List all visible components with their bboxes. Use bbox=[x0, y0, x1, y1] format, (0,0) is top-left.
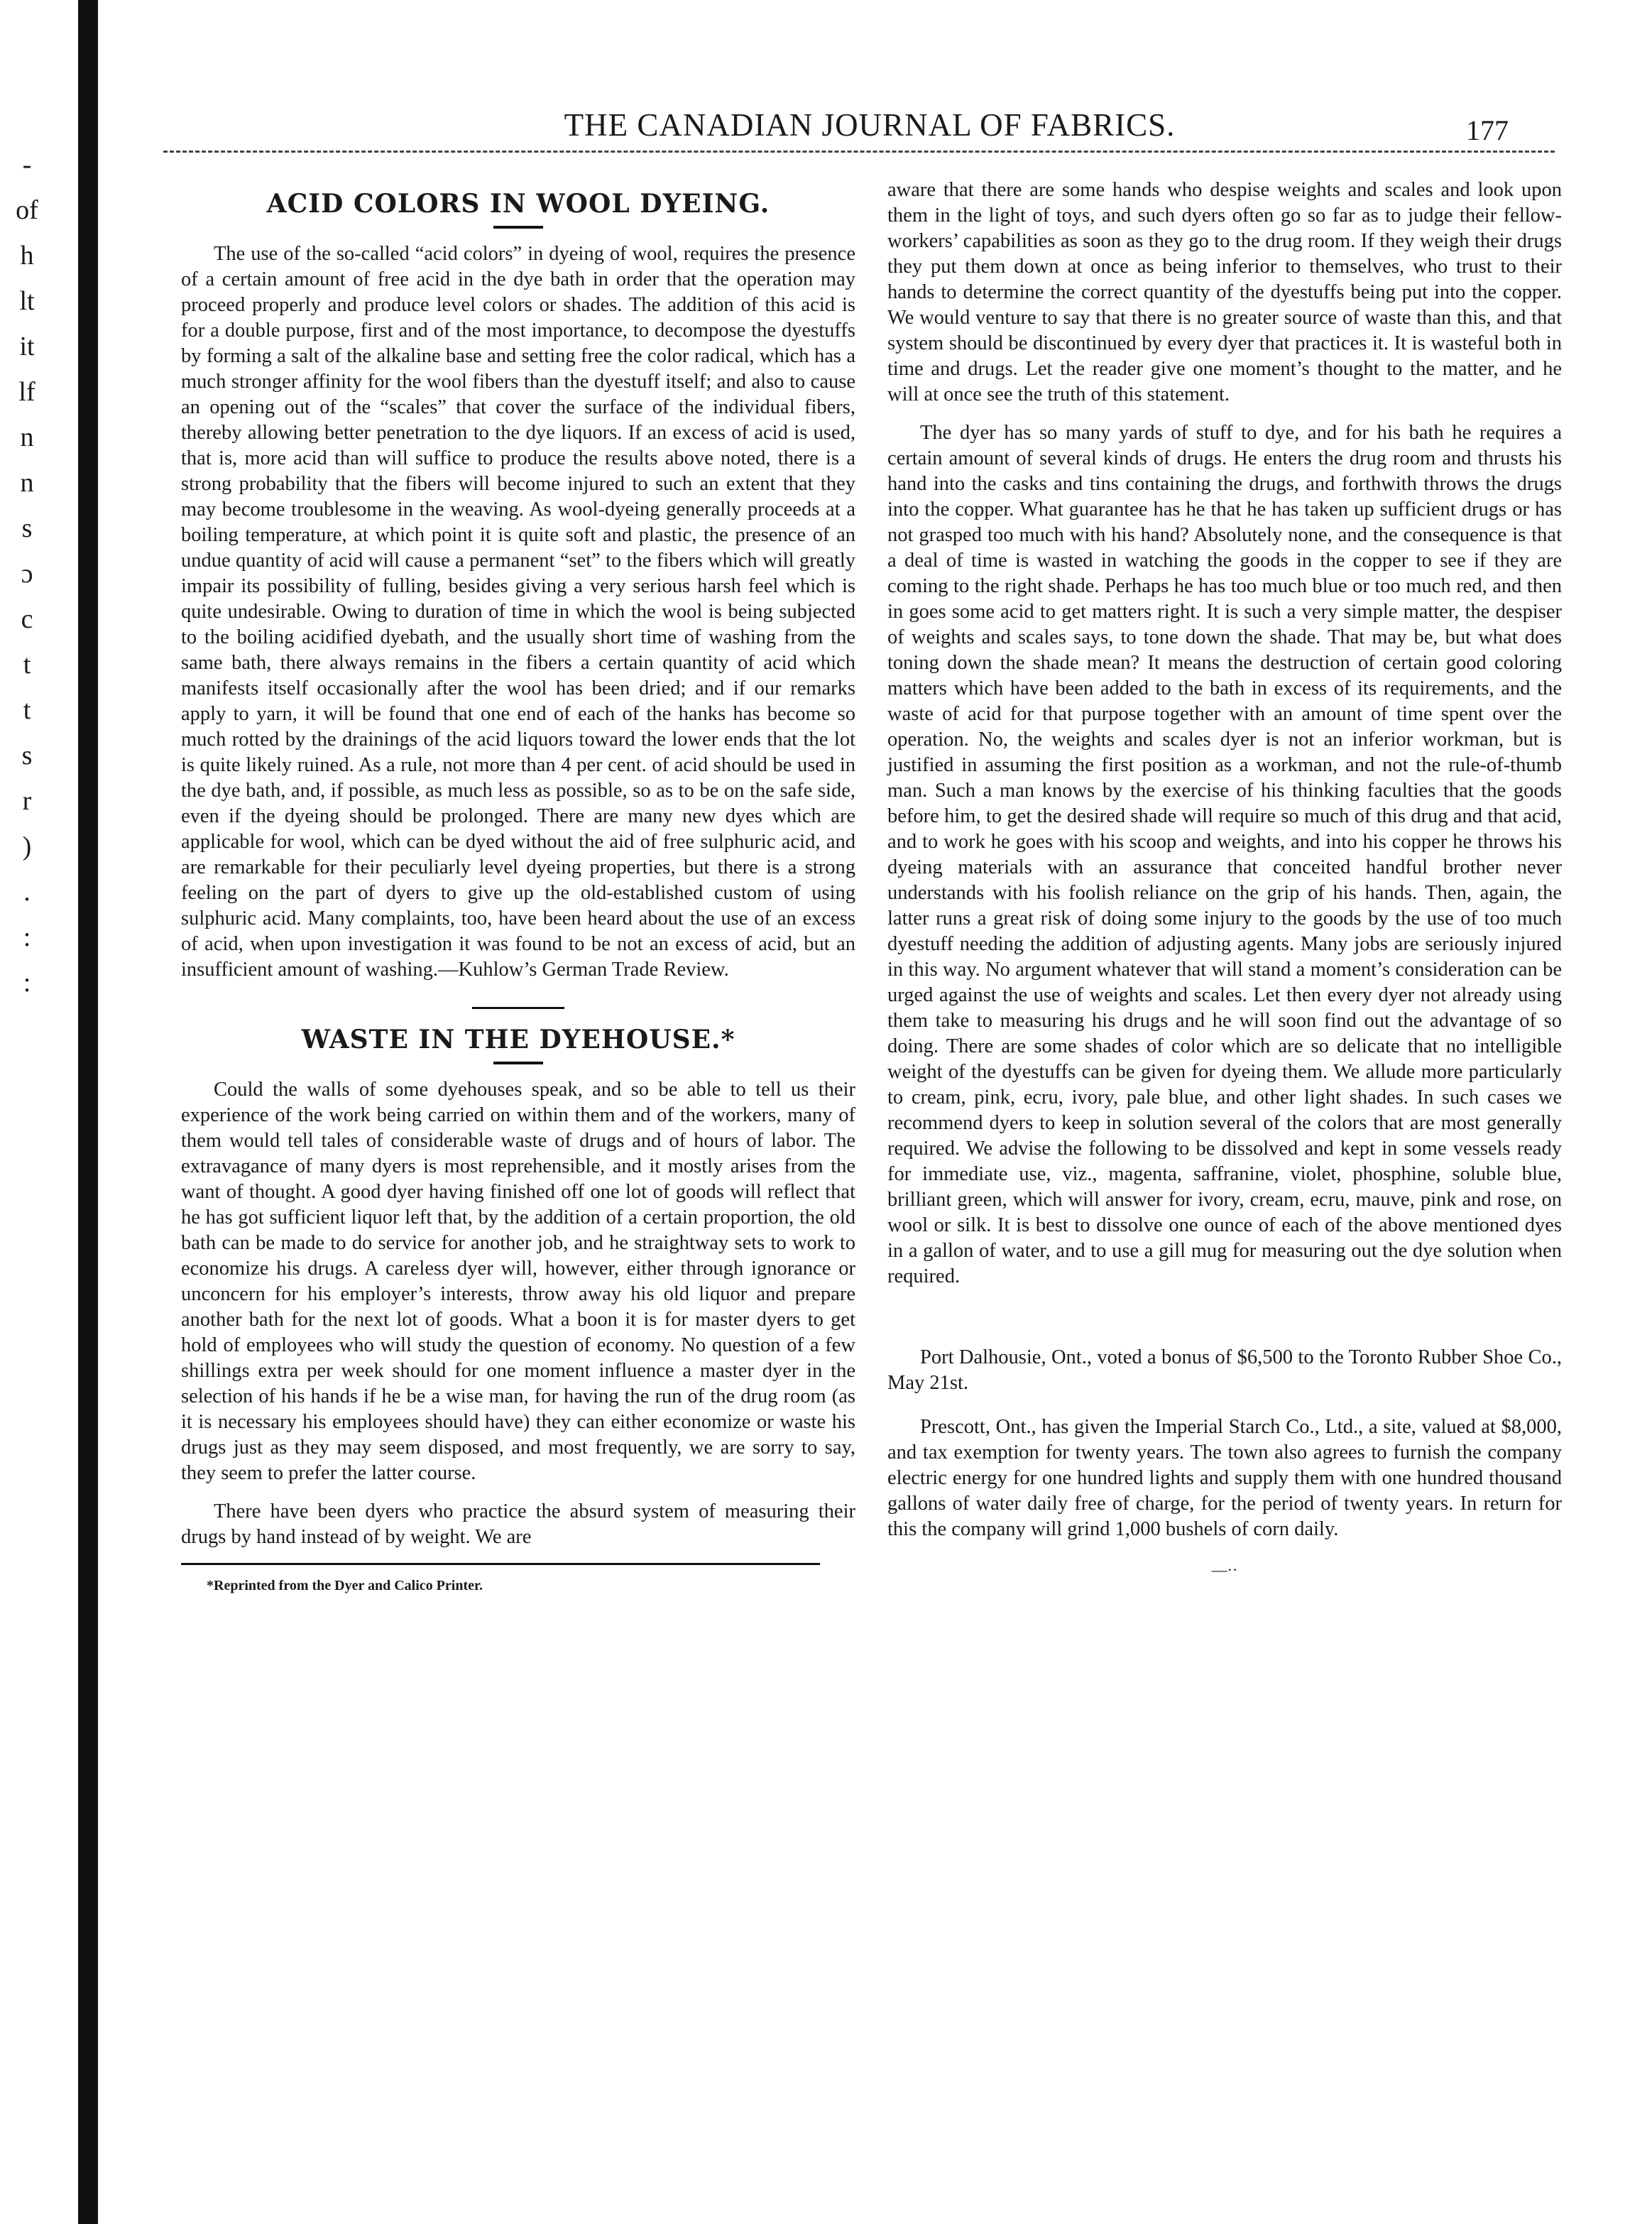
margin-fragment: t bbox=[23, 695, 31, 725]
margin-fragment: t bbox=[23, 650, 31, 680]
article-paragraph: Could the walls of some dyehouses speak, and so be able to tell us their experience of the work being carried on within them and of the workers, many of them would tell tales of considerable waste of drugs and of hours of labor. The extravagance of many dyers is most reprehensible, and it mostly arises from the want of thought. A good dyer having finished off one lot of goods will reflect that he has got sufficient liquor left that, by the addition of a certain proportion, the old bath can be made to do service for another job, and he straightway sets to work to economize his drugs. A careless dyer will, however, either through ignorance or unconcern for his employer’s interests, throw away his old liquor and prepare another bath for the next lot of goods. What a boon it is for master dyers to get hold of employees who will study the question of economy. No question of a few shillings extra per week should for one moment influence a master dyer in the selection of his hands if he be a wise man, for having the run of the drug room (as it is necessary his employees should have) they can either economize or waste his drugs just as they may seem disposed, and most frequently, we are sorry to say, they seem to prefer the latter course. bbox=[181, 1079, 855, 1484]
margin-fragment: it bbox=[19, 332, 35, 361]
header-rule bbox=[163, 151, 1555, 153]
margin-fragment: - bbox=[22, 150, 32, 180]
news-item: Port Dalhousie, Ont., voted a bonus of $6,500 to the Toronto Rubber Shoe Co., May 21st. bbox=[887, 1346, 1562, 1394]
margin-fragment: r bbox=[22, 786, 32, 816]
end-mark: —·· bbox=[1211, 1561, 1238, 1579]
article-paragraph: aware that there are some hands who despise weights and scales and look upon them in the light of toys, and such dyers often go so far as to judge their fellow-workers’ capabilities as soon as they go to the drug room. If they weigh their drugs they put them down at once as being inferior to themselves, who trust to their hands to determine the correct quantity of the dyestuffs being put into the copper. We would venture to say that there is no greater source of waste than this, and that system should be discontinued by every dyer that practices it. It is wasteful both in time and drugs. Let the reader give one moment’s thought to the matter, and he will at once see the truth of this statement. bbox=[887, 179, 1562, 405]
footnote-rule bbox=[181, 1563, 820, 1565]
journal-title: THE CANADIAN JOURNAL OF FABRICS. bbox=[564, 107, 1176, 143]
article-title-waste-dyehouse: WASTE IN THE DYEHOUSE.* bbox=[301, 1025, 735, 1054]
left-column bbox=[181, 178, 855, 1594]
page-binding-edge bbox=[78, 0, 98, 2224]
margin-fragment: n bbox=[20, 468, 34, 498]
margin-fragment: s bbox=[21, 513, 33, 543]
article-paragraph: There have been dyers who practice the absurd system of measuring their drugs by hand instead of by weight. We are bbox=[181, 1500, 855, 1548]
page-number: 177 bbox=[1466, 114, 1509, 146]
margin-fragment: s bbox=[21, 741, 33, 770]
margin-fragment: ɔ bbox=[21, 559, 33, 589]
margin-fragment: : bbox=[23, 922, 31, 952]
right-column bbox=[887, 178, 1562, 1579]
margin-fragment: : bbox=[23, 968, 31, 998]
title-rule bbox=[493, 226, 543, 229]
margin-fragment: lf bbox=[18, 377, 35, 407]
news-item: Prescott, Ont., has given the Imperial Starch Co., Ltd., a site, valued at $8,000, and tax exemption for twenty years. The town also agrees to furnish the company electric energy for one hundred lights and supply them with one hundred thousand gallons of water daily free of charge, for the period of twenty years. In return for this the company will grind 1,000 bushels of corn daily. bbox=[887, 1416, 1562, 1540]
article-title-acid-colors: ACID COLORS IN WOOL DYEING. bbox=[266, 189, 770, 219]
section-gap bbox=[887, 1302, 1562, 1345]
margin-fragment: h bbox=[20, 241, 34, 271]
article-paragraph: The dyer has so many yards of stuff to dye, and for his bath he requires a certain amount of several kinds of drugs. He enters the drug room and thrusts his hand into the casks and tins containing the drugs, and forthwith throws the drugs into the copper. What guarantee has he that he has taken up sufficient drugs or has not grasped too much with his hand? Absolutely none, and the consequence is that a deal of time is wasted in watching the goods in the copper to see if they are coming to the right shade. Perhaps he has too much blue or too much red, and then in goes some acid to get matters right. It is such a very simple matter, the despiser of weights and scales says, to tone down the shade. That may be, but what does toning down the shade mean? It means the destruction of certain good coloring matters which have been added to the bath in excess of its requirements, and the waste of acid for that purpose together with an amount of time spent over the operation. No, the weights and scales dyer is not an inferior workman, but is justified in assuming the first position as a workman, and not the rule-of-thumb man. Such a man knows by the exercise of his thinking faculties that the goods before him, to get the desired shade will require so much of this drug and that acid, and to work he goes with his scoop and weights, and into his copper he throws his dyeing materials with an assurance that conceited handful brother never understands with his foolish reliance on the grip of his hands. Then, again, the latter runs a great risk of doing some injury to the goods by the use of too much dyestuff needing the addition of adjusting agents. Many jobs are seriously injured in this way. No argument whatever that will stand a moment’s consideration can be urged against the use of weights and scales. Let then every dyer not already using them take to measuring his drugs and he will soon find out the advantage of so doing. There are some shades of color which are so delicate that no intelligible weight of the dyestuffs can be given for dyeing them. We allude more particularly to cream, pink, ecru, ivory, pale blue, and other light shades. In such cases we recommend dyers to keep in solution several of the colors that are most generally required. We advise the following to be dissolved and kept in some vessels ready for immediate use, viz., magenta, saffranine, violet, phosphine, soluble blue, brilliant green, which will answer for ivory, cream, ecru, mauve, pink and rose, on wool or silk. It is best to dissolve one ounce of each of the above mentioned dyes in a gallon of water, and to use a gill mug for measuring out the dye solution when required. bbox=[887, 422, 1562, 1287]
margin-fragment: n bbox=[20, 423, 34, 452]
article-separator bbox=[472, 1007, 564, 1009]
margin-fragment: of bbox=[16, 195, 38, 225]
footnote: *Reprinted from the Dyer and Calico Printer. bbox=[207, 1578, 483, 1593]
margin-fragment: . bbox=[23, 877, 31, 907]
title-rule bbox=[493, 1062, 543, 1064]
margin-fragment: ) bbox=[22, 832, 32, 861]
margin-fragment: c bbox=[21, 604, 33, 634]
article-paragraph: The use of the so-called “acid colors” in dyeing of wool, requires the presence of a certain amount of free acid in the dye bath in order that the operation may proceed properly and produce level colors or shades. The addition of this acid is for a double purpose, first and of the most importance, to decompose the dyestuffs by forming a salt of the alkaline base and setting free the color radical, which has a much stronger affinity for the wool fibers than the dyestuff itself; and also to cause an opening out of the “scales” that cover the surface of the individual fibers, thereby allowing better penetration to the dye liquors. If an excess of acid is used, that is, more acid than will suffice to produce the results above noted, there is a strong probability that the fibers will become injured to such an extent that they may become troublesome in the weaving. As wool-dyeing generally proceeds at a boiling temperature, at which point it is quite soft and plastic, the presence of an undue quantity of acid will cause a permanent “set” to the fibers which will greatly impair its possibility of fulling, besides giving a very serious harsh feel which is quite undesirable. Owing to duration of time in which the wool is being subjected to the boiling acidified dyebath, and the usually short time of washing from the same bath, there always remains in the fibers a certain quantity of acid which manifests itself occasionally after the wool has been dried; and if our remarks apply to yarn, it will be found that one end of each of the hanks has become so much rotted by the drainings of the acid liquors toward the lower ends that the lot is quite likely ruined. As a rule, not more than 4 per cent. of acid should be used in the dye bath, and, if possible, as much less as possible, so as to be on the safe side, even if the dyeing should be prolonged. There are many new dyes which are applicable for wool, which can be dyed without the aid of free sulphuric acid, and are remarkable for their peculiarly level dyeing properties, but there is a strong feeling on the part of dyers to give up the old-established custom of using sulphuric acid. Many complaints, too, have been heard about the use of an excess of acid, when upon investigation it was found to be not an excess of acid, but an insufficient amount of washing.—Kuhlow’s German Trade Review. bbox=[181, 243, 855, 981]
margin-fragment: lt bbox=[19, 286, 35, 316]
margin-text-fragments bbox=[6, 142, 48, 1005]
